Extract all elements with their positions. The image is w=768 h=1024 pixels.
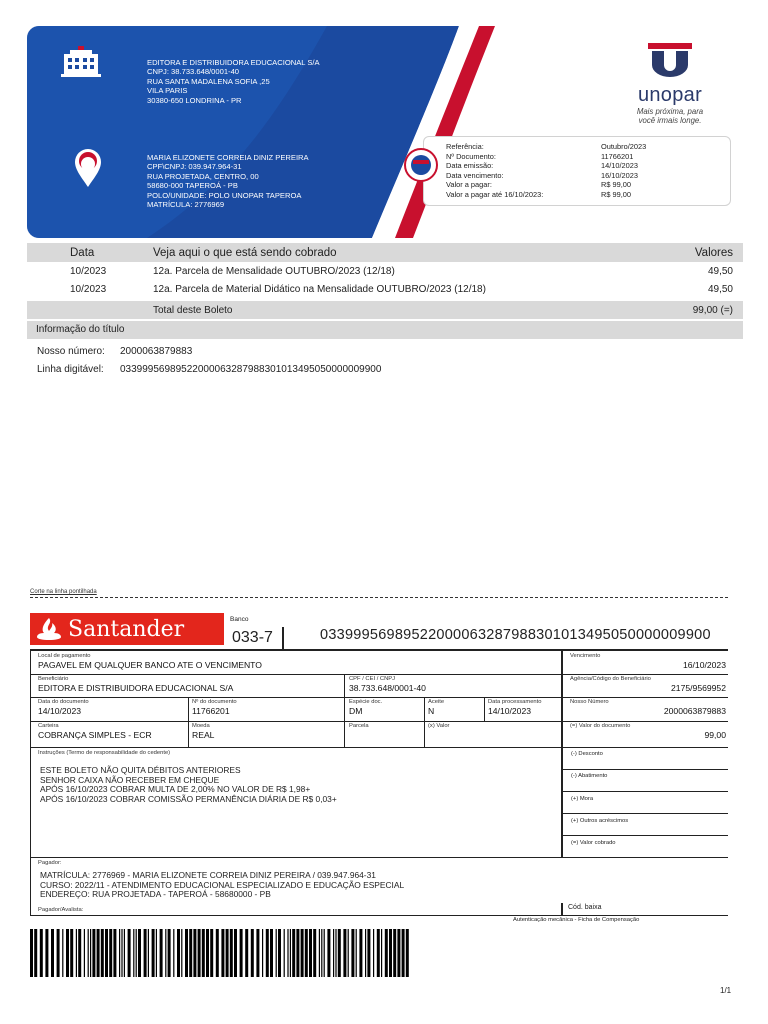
barcode-bar bbox=[185, 929, 188, 977]
charges-table-header bbox=[27, 243, 743, 262]
barcode-bar bbox=[287, 929, 288, 977]
santander-logo bbox=[30, 613, 224, 645]
vencimento-value: 16/10/2023 bbox=[682, 660, 726, 670]
instruction-line: APÓS 16/10/2023 COBRAR MULTA DE 2,00% NO VALOR DE R$ 1,98+ bbox=[40, 784, 311, 795]
avalista-cell bbox=[38, 907, 83, 914]
barcode-bar bbox=[327, 929, 330, 977]
table-row bbox=[27, 280, 743, 298]
carteira-value: COBRANÇA SIMPLES - ECR bbox=[38, 730, 152, 740]
reference-row bbox=[446, 171, 646, 181]
barcode-bar bbox=[365, 929, 366, 977]
cut-line-label: Corte na linha pontilhada bbox=[30, 589, 97, 595]
barcode-bar bbox=[245, 929, 248, 977]
col-divider bbox=[188, 697, 189, 747]
barcode-bar bbox=[156, 929, 157, 977]
logo-tagline-1: Mais próxima, para bbox=[636, 107, 704, 116]
barcode-bar bbox=[301, 929, 304, 977]
nosso-numero-label: Nosso número: bbox=[37, 346, 105, 357]
barcode-bar bbox=[30, 929, 33, 977]
vencimento-cell bbox=[570, 653, 726, 671]
outros-acrescimos-label: (+) Outros acréscimos bbox=[571, 818, 629, 824]
row-divider bbox=[561, 769, 728, 770]
barcode-bar bbox=[57, 929, 60, 977]
company-cnpj: CNPJ: 38.733.648/0001-40 bbox=[147, 67, 240, 77]
cod-baixa-marker bbox=[561, 903, 563, 915]
barcode-bar bbox=[101, 929, 104, 977]
barcode-bar bbox=[136, 929, 137, 977]
ref-value: 16/10/2023 bbox=[601, 170, 638, 180]
barcode-bar bbox=[373, 929, 374, 977]
left-border bbox=[30, 649, 31, 857]
aceite-label: Aceite bbox=[428, 699, 445, 705]
bank-label: Banco bbox=[230, 616, 249, 623]
row-divider bbox=[561, 791, 728, 792]
student-city: 58680-000 TAPEROÁ - PB bbox=[147, 181, 238, 191]
ref-key: Data vencimento: bbox=[446, 170, 504, 180]
pagador-line: CURSO: 2022/11 - ATENDIMENTO EDUCACIONAL ESPECIALIZADO E EDUCAÇÃO ESPECIAL bbox=[40, 879, 405, 890]
company-city: 30380-650 LONDRINA - PR bbox=[147, 95, 242, 105]
row-value: 49,50 bbox=[707, 265, 733, 277]
barcode-bar bbox=[256, 929, 259, 977]
barcode-bar bbox=[45, 929, 48, 977]
row-divider bbox=[30, 697, 728, 698]
valor-documento-cell bbox=[570, 723, 726, 741]
title-info-header: Informação do título bbox=[27, 321, 743, 339]
reference-row bbox=[446, 190, 646, 200]
barcode-bar bbox=[397, 929, 400, 977]
header-banner bbox=[27, 26, 743, 238]
barcode-bar bbox=[292, 929, 295, 977]
moeda-value: REAL bbox=[192, 730, 215, 740]
ref-value: R$ 99,00 bbox=[601, 180, 631, 190]
parcela-label: Parcela bbox=[349, 723, 369, 729]
data-processamento-cell bbox=[488, 699, 542, 717]
num-documento-value: 11766201 bbox=[192, 706, 230, 716]
row-divider bbox=[30, 674, 728, 675]
reference-row bbox=[446, 161, 646, 171]
barcode-bar bbox=[97, 929, 100, 977]
barcode-bar bbox=[335, 929, 336, 977]
right-column-divider bbox=[561, 649, 563, 857]
reference-row bbox=[446, 180, 646, 190]
student-street: RUA PROJETADA, CENTRO, 00 bbox=[147, 171, 259, 181]
barcode-bar bbox=[62, 929, 63, 977]
barcode-bar bbox=[313, 929, 316, 977]
barcode-bar bbox=[144, 929, 147, 977]
student-address bbox=[147, 153, 309, 209]
col-divider bbox=[344, 674, 345, 747]
barcode-bar bbox=[284, 929, 285, 977]
row-divider bbox=[30, 915, 728, 916]
data-documento-cell bbox=[38, 699, 89, 717]
total-value: 99,00 (=) bbox=[692, 304, 733, 316]
santander-flame-icon bbox=[37, 618, 61, 640]
row-divider bbox=[30, 747, 728, 748]
barcode-bar bbox=[152, 929, 155, 977]
row-desc: 12a. Parcela de Material Didático na Mensalidade OUTUBRO/2023 (12/18) bbox=[153, 283, 486, 295]
ref-value: R$ 99,00 bbox=[601, 189, 631, 199]
barcode-bar bbox=[177, 929, 180, 977]
barcode-bar bbox=[343, 929, 346, 977]
barcode-bar bbox=[124, 929, 125, 977]
barcode-bar bbox=[385, 929, 388, 977]
agencia-label: Agência/Código do Beneficiário bbox=[570, 676, 651, 682]
barcode-bar bbox=[113, 929, 116, 977]
beneficiario-value: EDITORA E DISTRIBUIDORA EDUCACIONAL S/A bbox=[38, 683, 234, 693]
col-desc-header: Veja aqui o que está sendo cobrado bbox=[153, 246, 337, 259]
logo-word: unopar bbox=[637, 84, 703, 106]
barcode-bar bbox=[266, 929, 269, 977]
barcode-bar bbox=[51, 929, 54, 977]
nosso-numero-value: 2000063879883 bbox=[663, 706, 726, 716]
row-divider bbox=[30, 857, 728, 858]
barcode-bar bbox=[221, 929, 224, 977]
data-documento-label: Data do documento bbox=[38, 699, 89, 705]
row-desc: 12a. Parcela de Mensalidade OUTUBRO/2023 (12/18) bbox=[153, 265, 395, 277]
barcode-bar bbox=[251, 929, 254, 977]
barcode-bar bbox=[321, 929, 322, 977]
page-number: 1/1 bbox=[720, 986, 732, 995]
instructions-label-cell bbox=[38, 750, 170, 757]
num-documento-cell bbox=[192, 699, 237, 717]
boleto-linha-digitavel[interactable]: 03399956989522000063287988301013495050000009900 bbox=[320, 627, 711, 643]
company-address bbox=[147, 58, 320, 105]
barcode-bar bbox=[348, 929, 349, 977]
barcode-bar bbox=[389, 929, 392, 977]
moeda-cell bbox=[192, 723, 214, 741]
vencimento-label: Vencimento bbox=[570, 653, 601, 659]
instruction-line: SENHOR CAIXA NÃO RECEBER EM CHEQUE bbox=[40, 774, 220, 785]
col-value-header: Valores bbox=[694, 246, 733, 259]
agencia-cell bbox=[570, 676, 726, 694]
table-row bbox=[27, 262, 743, 280]
barcode-bar bbox=[165, 929, 166, 977]
barcode-bar bbox=[160, 929, 163, 977]
row-value: 49,50 bbox=[707, 283, 733, 295]
barcode-bar bbox=[262, 929, 263, 977]
barcode-bar bbox=[359, 929, 362, 977]
instructions-label: Instruções (Termo de responsabilidade do cedente) bbox=[38, 750, 171, 756]
barcode-bar bbox=[210, 929, 213, 977]
cpf-cnpj-label: CPF / CEI / CNPJ bbox=[349, 676, 396, 682]
pagador-line: MATRÍCULA: 2776969 - MARIA ELIZONETE CORREIA DINIZ PEREIRA / 039.947.964-31 bbox=[40, 870, 376, 880]
row-date: 10/2023 bbox=[70, 265, 107, 277]
pagador-line: ENDEREÇO: RUA PROJETADA - TAPEROÁ - 58680000 - PB bbox=[40, 889, 271, 900]
carteira-cell bbox=[38, 723, 152, 741]
barcode-bar bbox=[402, 929, 405, 977]
cpf-cnpj-value: 38.733.648/0001-40 bbox=[349, 683, 426, 693]
linha-digitavel-row bbox=[37, 364, 381, 375]
especie-value: DM bbox=[349, 706, 363, 716]
student-name: MARIA ELIZONETE CORREIA DINIZ PEREIRA bbox=[147, 153, 309, 162]
aceite-value: N bbox=[428, 706, 435, 716]
barcode-bar bbox=[133, 929, 134, 977]
num-documento-label: Nº do documento bbox=[192, 699, 237, 705]
barcode-bar bbox=[34, 929, 37, 977]
data-processamento-label: Data processamento bbox=[488, 699, 542, 705]
barcode-bar bbox=[381, 929, 382, 977]
company-district: VILA PARIS bbox=[147, 86, 188, 96]
charges-table bbox=[27, 243, 743, 319]
barcode-bar bbox=[216, 929, 219, 977]
barcode-bar bbox=[226, 929, 229, 977]
nosso-numero-row bbox=[37, 346, 192, 357]
barcode-bar bbox=[240, 929, 243, 977]
especie-cell bbox=[349, 699, 382, 717]
building-icon bbox=[61, 46, 101, 80]
barcode-bar bbox=[276, 929, 277, 977]
boleto-top-rule bbox=[30, 649, 728, 651]
reference-table bbox=[446, 142, 646, 200]
cut-line bbox=[30, 597, 728, 598]
instruction-line: ESTE BOLETO NÃO QUITA DÉBITOS ANTERIORES bbox=[40, 765, 241, 775]
linha-digitavel-label: Linha digitável: bbox=[37, 364, 104, 375]
pagador-label: Pagador: bbox=[38, 860, 62, 866]
institution-seal-icon bbox=[403, 148, 439, 182]
carteira-label: Carteira bbox=[38, 723, 59, 729]
autenticacao-label: Autenticação mecânica - Ficha de Compensação bbox=[513, 917, 640, 923]
row-date: 10/2023 bbox=[70, 283, 107, 295]
barcode-bar bbox=[290, 929, 291, 977]
ref-value: Outubro/2023 bbox=[601, 142, 647, 151]
logo-tagline-2: você irmais longe. bbox=[638, 116, 702, 125]
barcode-bar bbox=[193, 929, 196, 977]
ref-key: Valor a pagar até 16/10/2023: bbox=[446, 189, 544, 199]
barcode-bar bbox=[76, 929, 77, 977]
ref-key: Nº Documento: bbox=[446, 151, 496, 161]
valor-cobrado-label: (=) Valor cobrado bbox=[571, 840, 616, 846]
barcode-bar bbox=[270, 929, 273, 977]
barcode-bar bbox=[324, 929, 325, 977]
x-valor-cell bbox=[428, 723, 449, 730]
company-street: RUA SANTA MADALENA SOFIA ,25 bbox=[147, 76, 270, 86]
barcode-bar bbox=[278, 929, 281, 977]
bank-name: Santander bbox=[68, 616, 185, 642]
barcode-bar bbox=[393, 929, 396, 977]
col-divider bbox=[484, 697, 485, 721]
barcode-bar bbox=[128, 929, 131, 977]
cod-baixa-label: Cód. baixa bbox=[568, 904, 602, 911]
barcode-bar bbox=[351, 929, 354, 977]
barcode-bar bbox=[92, 929, 95, 977]
barcode-bar bbox=[88, 929, 89, 977]
barcode-bar bbox=[119, 929, 120, 977]
barcode-bar bbox=[367, 929, 370, 977]
barcode-bar bbox=[168, 929, 171, 977]
barcode-bar bbox=[90, 929, 91, 977]
barcode-bar bbox=[309, 929, 312, 977]
reference-row bbox=[446, 142, 646, 152]
ref-value: 14/10/2023 bbox=[601, 161, 638, 171]
ref-key: Data emissão: bbox=[446, 161, 494, 171]
barcode-bar bbox=[40, 929, 43, 977]
avalista-label: Pagador/Avalista: bbox=[38, 907, 84, 913]
nosso-numero-cell bbox=[570, 699, 726, 717]
total-row bbox=[27, 301, 743, 319]
barcode-bar bbox=[305, 929, 308, 977]
barcode-bar bbox=[70, 929, 73, 977]
cpf-cnpj-cell bbox=[349, 676, 426, 694]
barcode-bar bbox=[333, 929, 334, 977]
beneficiario-cell bbox=[38, 676, 233, 694]
local-pagamento-label: Local de pagamento bbox=[38, 653, 91, 659]
instruction-line: APÓS 16/10/2023 COBRAR COMISSÃO PERMANÊNCIA DIÁRIA DE R$ 0,03+ bbox=[40, 793, 337, 804]
barcode-bar bbox=[105, 929, 108, 977]
desconto-label: (-) Desconto bbox=[571, 751, 603, 757]
col-divider bbox=[424, 697, 425, 747]
barcode-bar bbox=[109, 929, 112, 977]
student-polo: POLO/UNIDADE: POLO UNOPAR TAPEROA bbox=[147, 190, 302, 200]
barcode-bar bbox=[181, 929, 182, 977]
barcode-bar bbox=[148, 929, 149, 977]
especie-label: Espécie doc. bbox=[349, 699, 383, 705]
bank-code: 033-7 bbox=[228, 627, 284, 649]
reference-row bbox=[446, 152, 646, 162]
abatimento-label: (-) Abatimento bbox=[571, 773, 608, 779]
student-cpf: CPF\CNPJ: 039.947.964-31 bbox=[147, 162, 242, 172]
parcela-cell bbox=[349, 723, 369, 730]
mora-label: (+) Mora bbox=[571, 796, 594, 802]
nosso-numero-value: 2000063879883 bbox=[120, 346, 193, 357]
total-label: Total deste Boleto bbox=[153, 304, 233, 316]
data-processamento-value: 14/10/2023 bbox=[488, 706, 532, 716]
student-matricula: MATRÍCULA: 2776969 bbox=[147, 200, 225, 210]
valor-documento-label: (=) Valor do documento bbox=[570, 723, 631, 729]
unopar-u-icon bbox=[644, 43, 696, 77]
barcode-bar bbox=[377, 929, 380, 977]
barcode-bar bbox=[202, 929, 205, 977]
barcode-bar bbox=[84, 929, 85, 977]
barcode-bar bbox=[206, 929, 209, 977]
beneficiario-label: Beneficiário bbox=[38, 676, 69, 682]
moeda-label: Moeda bbox=[192, 723, 210, 729]
barcode-bar bbox=[78, 929, 81, 977]
row-divider bbox=[561, 835, 728, 836]
barcode-bar bbox=[66, 929, 69, 977]
barcode-bar bbox=[173, 929, 174, 977]
barcode-bar bbox=[338, 929, 341, 977]
barcode-bar bbox=[406, 929, 409, 977]
valor-documento-value: 99,00 bbox=[704, 730, 726, 740]
barcode-bar bbox=[198, 929, 201, 977]
unopar-logo bbox=[615, 43, 725, 125]
local-pagamento-value: PAGAVEL EM QUALQUER BANCO ATE O VENCIMENTO bbox=[38, 660, 262, 670]
linha-digitavel-value[interactable]: 03399956989522000063287988301013495050000009900 bbox=[120, 364, 382, 375]
ref-key: Referência: bbox=[446, 142, 484, 151]
col-date-header: Data bbox=[70, 246, 95, 259]
barcode-bar bbox=[234, 929, 237, 977]
pagador-text bbox=[40, 871, 404, 900]
barcode-bar bbox=[138, 929, 141, 977]
instructions-text bbox=[40, 766, 337, 804]
row-divider bbox=[30, 721, 728, 722]
row-divider bbox=[561, 813, 728, 814]
nosso-numero-label: Nosso Número bbox=[570, 699, 609, 705]
aceite-cell bbox=[428, 699, 444, 717]
barcode bbox=[30, 929, 412, 977]
data-documento-value: 14/10/2023 bbox=[38, 706, 82, 716]
location-pin-icon bbox=[73, 147, 103, 187]
barcode-bar bbox=[319, 929, 320, 977]
x-valor-label: (x) Valor bbox=[428, 723, 450, 729]
barcode-bar bbox=[189, 929, 192, 977]
left-border bbox=[30, 857, 31, 915]
company-name: EDITORA E DISTRIBUIDORA EDUCACIONAL S/A bbox=[147, 58, 320, 67]
barcode-bar bbox=[121, 929, 122, 977]
ref-key: Valor a pagar: bbox=[446, 180, 492, 190]
ref-value: 11766201 bbox=[601, 151, 634, 161]
pagador-label-cell bbox=[38, 860, 62, 867]
local-pagamento-cell bbox=[38, 653, 262, 671]
agencia-value: 2175/9569952 bbox=[671, 683, 726, 693]
barcode-bar bbox=[230, 929, 233, 977]
barcode-bar bbox=[356, 929, 357, 977]
barcode-bar bbox=[296, 929, 299, 977]
